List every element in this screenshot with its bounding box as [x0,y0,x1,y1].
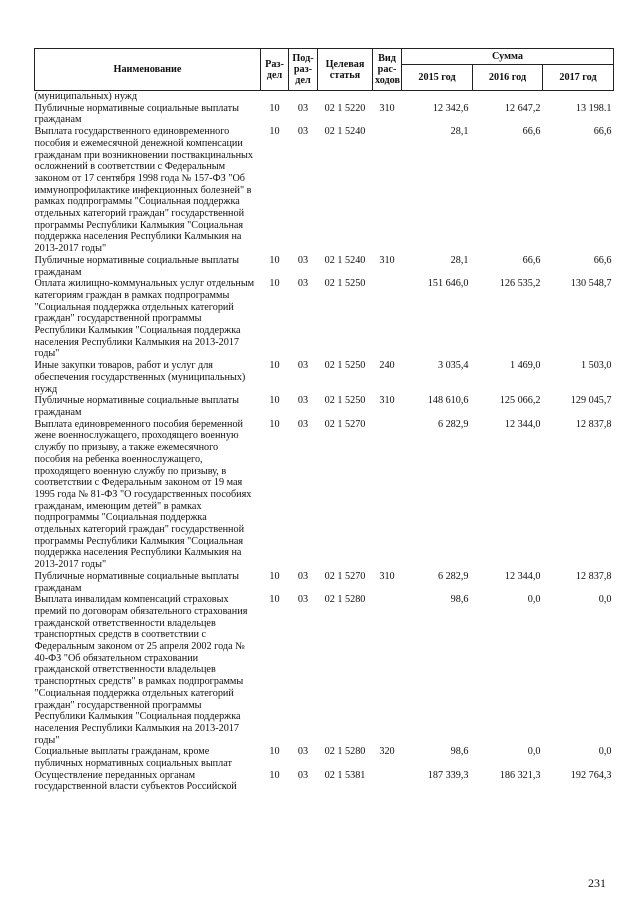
header-section: Раз- дел [261,49,289,91]
cell-section: 10 [269,395,280,407]
cell-section: 10 [269,418,280,430]
cell-exp-type: 310 [379,254,395,266]
cell-target: 02 1 5280 [324,746,366,758]
cell-exp-type: 310 [379,102,395,114]
table-row [35,126,614,255]
header-year-2015: 2015 год [402,65,473,91]
cell-section: 10 [269,254,280,266]
cell-target: 02 1 5280 [324,594,366,606]
cell-sum-2015: 187 339,3 [427,769,469,781]
cell-sum-2015: 6 282,9 [437,418,469,430]
cell-sum-2017: 12 837,8 [575,570,612,582]
budget-table [34,48,614,793]
cell-name: Публичные нормативные социальные выплаты гражданам [34,395,239,418]
cell-sum-2017: 13 198.1 [575,102,612,114]
cell-section: 10 [269,278,280,290]
header-subsection: Под- раз- дел [289,49,318,91]
cell-target: 02 1 5220 [324,102,366,114]
cell-exp-type: 240 [379,360,395,372]
cell-target: 02 1 5240 [324,254,366,266]
cell-sum-2017: 192 764,3 [570,769,612,781]
cell-sum-2015: 3 035,4 [437,360,469,372]
header-year-2016: 2016 год [473,65,543,91]
header-sum: Сумма [402,49,614,65]
cell-section [261,91,289,103]
cell-exp-type [373,770,402,793]
cell-name: Публичные нормативные социальные выплаты гражданам [34,254,239,278]
cell-section: 10 [269,769,280,781]
cell-subsection: 03 [297,746,309,758]
cell-target: 02 1 5381 [324,769,366,781]
table-row [35,594,614,746]
cell-sum-2017: 12 837,8 [575,418,612,430]
cell-subsection: 03 [297,102,309,114]
cell-sum-2017: 129 045,7 [570,395,612,407]
cell-name: Выплата государственного единовременного пособия и ежемесячной денежной компенсации гражданам при возникновении поствакцинальных осложнений в соответствии с Федеральным законом от 17 сентября 1998 года № 157-ФЗ "Об иммунопрофилактике инфекционных болезней" в рамках подпрограммы "Социальная поддержка отдельных категорий граждан" государственной программы Республики Калмыкия "Социальная поддержка населения Республики Калмыкия на 2013-2017 годы" [34,126,253,255]
table-header [35,49,614,91]
cell-subsection: 03 [297,594,309,606]
cell-sum-2016: 126 535,2 [499,278,541,290]
cell-sum-2015: 151 646,0 [427,278,469,290]
cell-section: 10 [269,126,280,138]
cell-subsection [289,91,318,103]
cell-name: Оплата жилищно-коммунальных услуг отдельным категориям граждан в рамках подпрограммы "Социальная поддержка отдельных категорий граждан" государственной программы Республики Калмыкия "Социальная поддержка населения Республики Калмыкия на 2013-2017 годы" [34,278,255,360]
cell-sum-2016: 0,0 [527,594,541,606]
cell-section: 10 [269,102,280,114]
cell-sum-2016: 1 469,0 [509,360,541,372]
table-row [35,278,614,360]
cell-sum-2016: 12 344,0 [504,570,541,582]
cell-section: 10 [269,746,280,758]
cell-subsection: 03 [297,769,309,781]
cell-subsection: 03 [297,395,309,407]
cell-name: Публичные нормативные социальные выплаты гражданам [34,570,239,594]
table-body [35,91,614,794]
cell-exp-type [373,91,402,103]
cell-name: Публичные нормативные социальные выплаты гражданам [34,102,239,126]
cell-sum-2015: 98,6 [450,746,469,758]
cell-subsection: 03 [297,278,309,290]
cell-sum-2016: 186 321,3 [499,769,541,781]
table-row [35,419,614,571]
cell-sum-2015: 12 342,6 [432,102,469,114]
cell-name: Выплата инвалидам компенсаций страховых премий по договорам обязательного страхования гражданской ответственности владельцев транспортных средств в соответствии с Федеральным законом от 25 апреля 2002 года № 40-ФЗ "Об обязательном страховании гражданской ответственности владельцев транспортных средств" в рамках подпрограммы "Социальная поддержка отдельных категорий граждан" государственной программы Республики Калмыкия "Социальная поддержка населения Республики Калмыкия на 2013-2017 годы" [34,594,248,746]
header-exp-type: Вид рас- ходов [373,49,402,91]
header-year-2017: 2017 год [543,65,614,91]
table-row [35,91,614,103]
table-row [35,255,614,278]
cell-exp-type: 310 [379,395,395,407]
cell-sum-2015: 6 282,9 [437,570,469,582]
cell-subsection: 03 [297,418,309,430]
cell-target: 02 1 5270 [324,418,366,430]
cell-target: 02 1 5250 [324,395,366,407]
cell-exp-type [373,594,402,746]
cell-exp-type: 320 [379,746,395,758]
cell-sum-2017: 130 548,7 [570,278,612,290]
page-number: 231 [588,876,606,890]
cell-sum-2015: 28,1 [450,126,469,138]
cell-target: 02 1 5240 [324,126,366,138]
cell-sum-2016: 0,0 [527,746,541,758]
cell-subsection: 03 [297,126,309,138]
cell-target [318,91,373,103]
cell-section: 10 [269,594,280,606]
cell-sum-2015: 98,6 [450,594,469,606]
cell-exp-type [373,278,402,360]
cell-sum-2016: 12 344,0 [504,418,541,430]
table-row [35,360,614,395]
cell-name: Осуществление переданных органам государственной власти субъектов Российской [34,769,237,793]
cell-sum-2017: 0,0 [598,746,612,758]
cell-sum-2015: 148 610,6 [427,395,469,407]
header-target: Целевая статья [318,49,373,91]
cell-name: Социальные выплаты гражданам, кроме публичных нормативных социальных выплат [34,746,232,770]
cell-sum-2017: 66,6 [593,254,612,266]
cell-exp-type: 310 [379,570,395,582]
cell-subsection: 03 [297,254,309,266]
cell-name: (муниципальных) нужд [34,91,137,102]
cell-sum-2016 [473,91,543,103]
cell-target: 02 1 5250 [324,360,366,372]
header-name: Наименование [35,49,261,91]
cell-name: Выплата единовременного пособия беременной жене военнослужащего, проходящего военную службу по призыву, а также ежемесячного пособия на ребенка военнослужащего, проходящего военную службу по призыву, в соответствии с Федеральным законом от 19 мая 1995 года № 81-ФЗ "О государственных пособиях гражданам, имеющим детей" в рамках подпрограммы "Социальная поддержка отдельных категорий граждан" государственной программы Республики Калмыкия "Социальная поддержка населения Республики Калмыкия на 2013-2017 годы" [34,418,252,571]
cell-target: 02 1 5250 [324,278,366,290]
cell-subsection: 03 [297,360,309,372]
cell-section: 10 [269,570,280,582]
cell-sum-2017: 0,0 [598,594,612,606]
cell-sum-2017 [543,91,614,103]
cell-sum-2015: 28,1 [450,254,469,266]
cell-sum-2016: 66,6 [522,126,541,138]
table-row [35,103,614,126]
cell-subsection: 03 [297,570,309,582]
table-row [35,770,614,793]
cell-sum-2016: 125 066,2 [499,395,541,407]
table-row [35,395,614,418]
cell-exp-type [373,419,402,571]
cell-section: 10 [269,360,280,372]
cell-sum-2015 [402,91,473,103]
cell-sum-2016: 66,6 [522,254,541,266]
table-row [35,571,614,594]
table-row [35,746,614,769]
cell-target: 02 1 5270 [324,570,366,582]
cell-sum-2017: 66,6 [593,126,612,138]
cell-name: Иные закупки товаров, работ и услуг для обеспечения государственных (муниципальных) нужд [34,360,246,395]
cell-sum-2017: 1 503,0 [580,360,612,372]
cell-sum-2016: 12 647,2 [504,102,541,114]
cell-exp-type [373,126,402,255]
